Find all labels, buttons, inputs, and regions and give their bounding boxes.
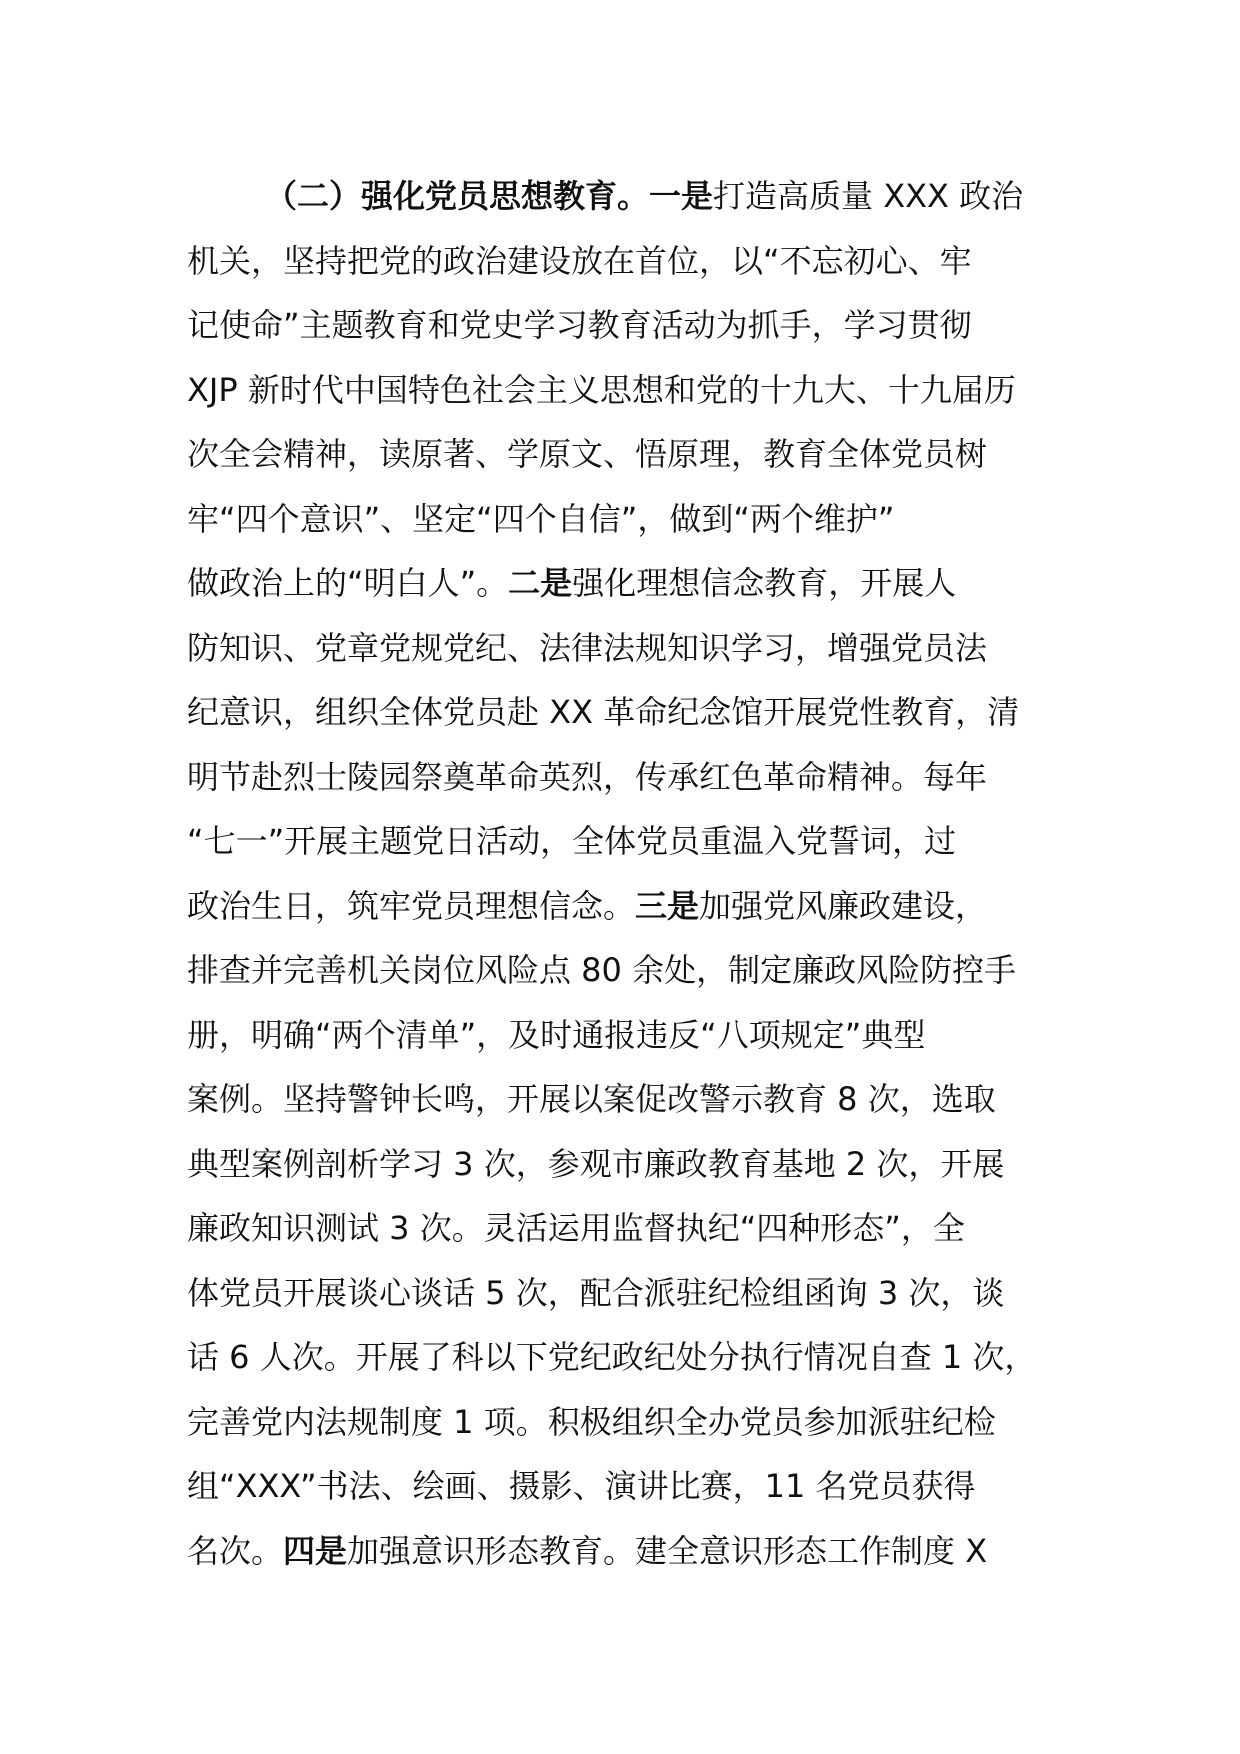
line-text: 次全会精神，读原著、学原文、悟原理，教育全体党员树 (187, 435, 988, 473)
line-text: 牢“四个意识”、坚定“四个自信”，做到“两个维护” (187, 499, 895, 538)
line-text: 案例。坚持警钟长鸣，开展以案促改警示教育 8 次，选取 (187, 1080, 996, 1118)
text-line (187, 874, 1087, 939)
section-heading: （二）强化党员思想教育。一是 (265, 177, 714, 215)
line-text: 明节赴烈士陵园祭奠革命英烈，传承红色革命精神。每年 (187, 757, 988, 796)
text-line (187, 745, 1087, 810)
line-text: 典型案例剖析学习 3 次，参观市廉政教育基地 2 次，开展 (187, 1144, 1005, 1183)
line-text: 做政治上的“明白人”。 (187, 564, 509, 602)
line-text: 机关，坚持把党的政治建设放在首位，以“不忘初心、牢 (187, 241, 972, 280)
line-text: 排查并完善机关岗位风险点 80 余处，制定廉政风险防控手 (187, 951, 1017, 989)
text-line (187, 487, 1087, 552)
line-text: “七一”开展主题党日活动，全体党员重温入党誓词，过 (187, 822, 957, 860)
point-marker: 四是 (283, 1531, 348, 1570)
text-line (187, 551, 1087, 616)
line-text: 强化理想信念教育，开展人 (572, 564, 957, 602)
line-text: 记使命”主题教育和党史学习教育活动为抓手，学习贯彻 (187, 306, 972, 344)
line-text: 话 6 人次。开展了科以下党纪政纪处分执行情况自查 1 次， (187, 1338, 1037, 1376)
text-line (187, 680, 1087, 745)
line-text: 完善党内法规制度 1 项。积极组织全办党员参加派驻纪检 (187, 1402, 996, 1441)
line-text: 组“XXX”书法、绘画、摄影、演讲比赛，11 名党员获得 (187, 1467, 976, 1505)
text-line (187, 1519, 1087, 1584)
text-line (187, 164, 1087, 229)
line-text: 名次。 (187, 1531, 284, 1570)
text-line (187, 1003, 1087, 1068)
line-text: 打造高质量 XXX 政治 (713, 177, 1024, 215)
line-text: 加强党风廉政建设， (699, 886, 988, 925)
text-line (187, 358, 1087, 423)
text-line (187, 938, 1087, 1003)
line-text: 防知识、党章党规党纪、法律法规知识学习，增强党员法 (187, 628, 988, 667)
text-line (187, 1390, 1087, 1455)
text-line (187, 1132, 1087, 1197)
text-line (187, 293, 1087, 358)
text-line (187, 616, 1087, 681)
point-marker: 二是 (508, 564, 573, 602)
text-line (187, 809, 1087, 874)
line-text: 加强意识形态教育。建全意识形态工作制度 X (347, 1531, 988, 1570)
text-line (187, 229, 1087, 294)
line-text: 体党员开展谈心谈话 5 次，配合派驻纪检组函询 3 次，谈 (187, 1273, 1005, 1312)
text-line (187, 1454, 1087, 1519)
text-line (187, 1261, 1087, 1326)
text-line (187, 1196, 1087, 1261)
line-text: 册，明确“两个清单”，及时通报违反“八项规定”典型 (187, 1015, 926, 1054)
line-text: XJP 新时代中国特色社会主义思想和党的十九大、十九届历 (187, 370, 1016, 409)
text-line (187, 422, 1087, 487)
point-marker: 三是 (635, 886, 700, 925)
line-text: 政治生日，筑牢党员理想信念。 (187, 886, 636, 925)
line-text: 纪意识，组织全体党员赴 XX 革命纪念馆开展党性教育，清 (187, 693, 1020, 731)
text-line (187, 1067, 1087, 1132)
text-line (187, 1325, 1087, 1390)
line-text: 廉政知识测试 3 次。灵活运用监督执纪“四种形态”，全 (187, 1209, 965, 1247)
body-paragraph (187, 164, 1087, 1583)
